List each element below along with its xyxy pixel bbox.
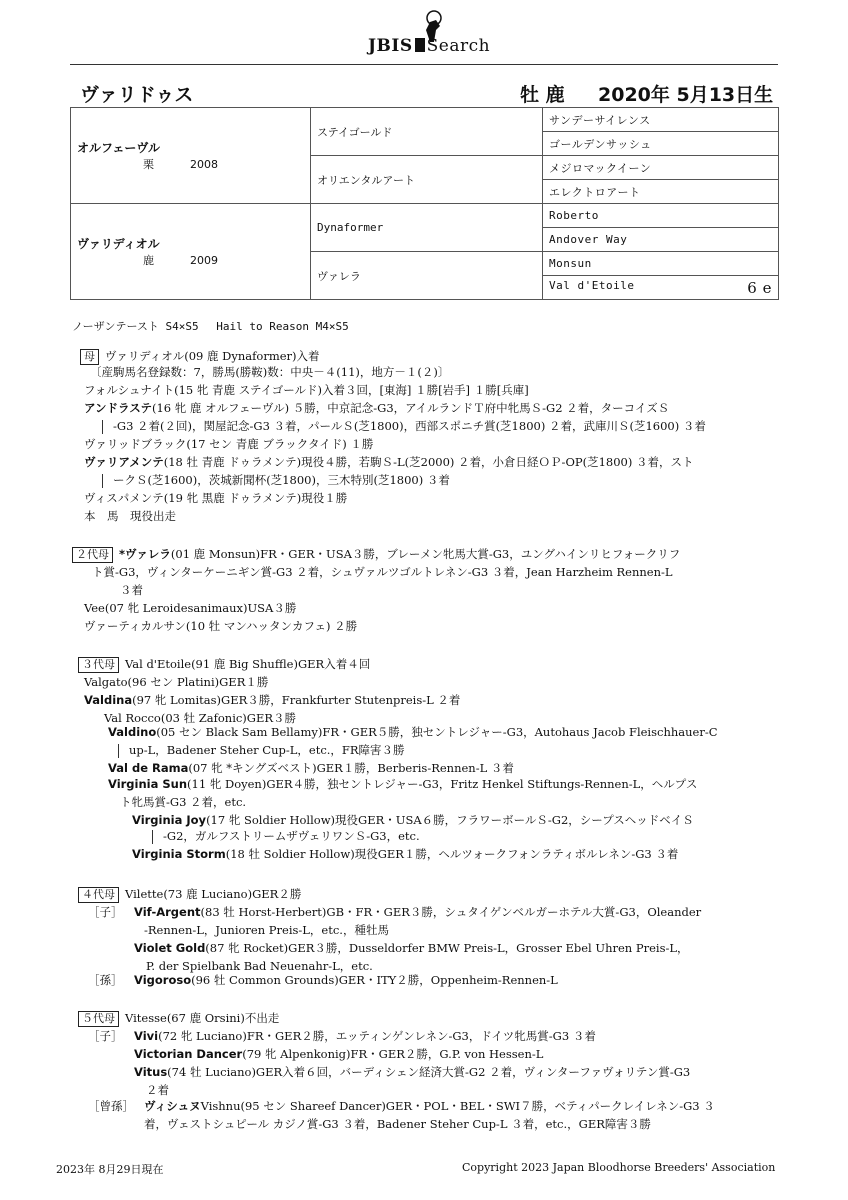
line-text: ヴァリディオル(09 鹿 Dynaformer)入着: [105, 349, 320, 363]
horse-record: (97 牝 Lomitas)GER３勝，Frankfurter Stutenpreis-L ２着: [132, 693, 461, 707]
horse-record: Vishnu(95 セン Shareef Dancer)GER・POL・BEL・SWI７勝，ベティパークレイレネン-G3 ３: [200, 1099, 715, 1113]
sire-cell: [71, 108, 311, 204]
line-text: 〔産駒馬名登録数：7，勝馬(勝鞍)数：中央－４(11)，地方－１(２)〕: [90, 365, 450, 379]
continuation-bar: [102, 420, 103, 434]
pedigree-g3: メジロマックイーン: [543, 156, 779, 180]
horse-name-bold: Val de Rama: [108, 761, 189, 775]
birth-date: 2020年 5月13日生: [598, 84, 774, 106]
dam-name: ヴァリディオル: [77, 237, 160, 251]
horse-record: (74 牡 Luciano)GER入着６回，バーディシェン経済大賞-G2 ２着，ヴィンターファヴォリテン賞-G3: [167, 1065, 691, 1079]
family-line: [78, 886, 301, 903]
relation-label: ［子］: [88, 1029, 123, 1043]
family-line: [144, 922, 389, 938]
horse-name-bold: Valdina: [84, 693, 133, 707]
sex-color: 牡 鹿: [520, 84, 565, 106]
line-text: ークＳ(芝1600)，茨城新聞杯(芝1800)，三木特別(芝1800) ３着: [113, 473, 450, 487]
jbis-logo: [368, 6, 508, 62]
family-line: [102, 418, 706, 434]
relation-label: ［曾孫］: [88, 1099, 134, 1113]
line-text: ヴァリッドブラック(17 セン 青鹿 ブラックタイド) １勝: [84, 437, 374, 451]
horse-name-bold: ヴィシュヌ: [144, 1099, 201, 1113]
pedigree-g3: Roberto: [543, 204, 779, 228]
pedigree-g3: Val d'Etoile: [549, 278, 635, 292]
generation-label: ５代母: [78, 1011, 119, 1027]
family-line: [146, 1082, 169, 1098]
family-line: [88, 904, 702, 920]
family-line: [84, 454, 694, 470]
dam-year: 2009: [190, 254, 218, 267]
line-text: Vilette(73 鹿 Luciano)GER２勝: [125, 887, 302, 901]
family-line: [120, 582, 143, 598]
header-divider: [70, 64, 778, 65]
family-line: [108, 760, 514, 776]
generation-label: ４代母: [78, 887, 119, 903]
line-text: ２着: [146, 1083, 169, 1097]
family-line: [84, 490, 347, 506]
horse-name: ヴァリドゥス: [80, 84, 194, 106]
sire-year: 2008: [190, 158, 218, 171]
family-line: [80, 348, 320, 365]
logo-search: Search: [426, 36, 491, 56]
horse-name-bold: Vivi: [134, 1029, 159, 1043]
family-line: [134, 1064, 690, 1080]
horse-name-bold: *ヴァレラ: [119, 547, 171, 561]
inbreeding: ノーザンテースト S4×S5 Hail to Reason M4×S5: [72, 320, 349, 333]
horse-record: (01 鹿 Monsun)FR・GER・USA３勝，ブレーメン牝馬大賞-G3，ユングハインリヒフォークリフ: [170, 547, 681, 561]
family-line: [132, 846, 678, 862]
horse-record: (18 牡 Soldier Hollow)現役GER１勝，ヘルツォークフォンラティボルレネン-G3 ３着: [225, 847, 679, 861]
pedigree-g3: ゴールデンサッシュ: [543, 132, 779, 156]
line-text: -G2，ガルフストリームザヴェリワンＳ-G3，etc.: [163, 829, 420, 843]
family-line: [88, 1098, 715, 1114]
line-text: ト賞-G3，ヴィンターケーニギン賞-G3 ２着，シュヴァルツゴルトレネン-G3 ３着，Jean Harzheim Rennen-L: [92, 565, 673, 579]
family-line: [84, 400, 669, 416]
horse-record: (17 牝 Soldier Hollow)現役GER・USA６勝，フラワーボールＳ-G2，シープスヘッドベイＳ: [206, 813, 694, 827]
line-text: 本 馬 現役出走: [84, 509, 176, 523]
family-line: [88, 972, 558, 988]
family-line: [102, 472, 450, 488]
family-line: [132, 812, 694, 828]
family-line: [84, 508, 176, 524]
pedigree-g3: Monsun: [543, 252, 779, 276]
line-text: 着，ヴェストシュピール カジノ賞-G3 ３着，Badener Steher Cup-L ３着，etc.，GER障害３勝: [144, 1117, 651, 1131]
pedigree-g2: Dynaformer: [311, 204, 543, 252]
line-text: -Rennen-L，Junioren Preis-L，etc.，種牡馬: [144, 923, 389, 937]
footer-copyright: Copyright 2023 Japan Bloodhorse Breeders' Association: [462, 1161, 776, 1174]
horse-name-bold: Vif-Argent: [134, 905, 201, 919]
family-line: [144, 1116, 651, 1132]
horse-name-bold: Valdino: [108, 725, 157, 739]
family-line: [134, 940, 689, 956]
sire-name: オルフェーヴル: [77, 141, 161, 155]
pedigree-g3: サンデーサイレンス: [543, 108, 779, 132]
generation-label: 母: [80, 349, 99, 365]
horse-name-bold: Vitus: [134, 1065, 168, 1079]
line-text: ト牝馬賞-G3 ２着，etc.: [120, 795, 247, 809]
horse-record: (72 牝 Luciano)FR・GER２勝，エッティンゲンレネン-G3，ドイツ牝馬賞-G3 ３着: [158, 1029, 596, 1043]
line-text: ３着: [120, 583, 143, 597]
horse-record: (07 牝 *キングズベスト)GER１勝，Berberis-Rennen-L ３着: [188, 761, 514, 775]
horse-record: (16 牝 鹿 オルフェーヴル) ５勝，中京記念-G3，アイルランドＴ府中牝馬Ｓ-G2 ２着，ターコイズＳ: [151, 401, 670, 415]
family-line: [92, 564, 673, 580]
family-line: [152, 828, 420, 844]
family-line: [78, 1010, 279, 1027]
continuation-bar: [118, 744, 119, 758]
family-line: [84, 674, 268, 690]
family-line: [84, 618, 357, 634]
horse-name-bold: Virginia Storm: [132, 847, 226, 861]
dam-color: 鹿: [143, 254, 154, 267]
pedigree-g3: エレクトロアート: [543, 180, 779, 204]
horse-record: (83 牡 Horst-Herbert)GB・FR・GER３勝，シュタイゲンベルガーホテル大賞-G3，Oleander: [200, 905, 702, 919]
line-text: Vee(07 牝 Leroidesanimaux)USA３勝: [84, 601, 297, 615]
family-line: [118, 742, 405, 758]
horse-record: (05 セン Black Sam Bellamy)FR・GER５勝，独セントレジャー-G3，Autohaus Jacob Fleischhauer-C: [156, 725, 718, 739]
family-line: [120, 794, 246, 810]
relation-label: ［孫］: [88, 973, 123, 987]
family-line: [108, 776, 697, 792]
horse-name-bold: ヴァリアメンテ: [84, 455, 164, 469]
line-text: -G3 ２着(２回)，関屋記念-G3 ３着，パールＳ(芝1800)，西部スポニチ賞(芝1800) ２着，武庫川Ｓ(芝1600) ３着: [113, 419, 706, 433]
generation-label: ２代母: [72, 547, 113, 563]
family-line: [84, 692, 460, 708]
line-text: ヴァーティカルサン(10 牡 マンハッタンカフェ) ２勝: [84, 619, 358, 633]
horse-name-bold: Victorian Dancer: [134, 1047, 243, 1061]
dam-cell: [71, 204, 311, 300]
relation-label: ［子］: [88, 905, 123, 919]
line-text: Valgato(96 セン Platini)GER１勝: [84, 675, 269, 689]
logo-jbis: JBIS: [368, 36, 413, 56]
horse-name-bold: Virginia Joy: [132, 813, 207, 827]
pedigree-table: [70, 107, 779, 300]
footer-date: 2023年 8月29日現在: [56, 1163, 164, 1176]
line-text: Val Rocco(03 牡 Zafonic)GER３勝: [104, 711, 297, 725]
horse-record: (96 牡 Common Grounds)GER・ITY２勝，Oppenheim-Rennen-L: [191, 973, 558, 987]
family-line: [78, 656, 370, 673]
horse-record: (11 牝 Doyen)GER４勝，独セントレジャー-G3，Fritz Henkel Stiftungs-Rennen-L，ヘルプス: [187, 777, 698, 791]
dosage: 6 e: [747, 278, 772, 297]
family-line: [108, 724, 718, 740]
family-line: [88, 1028, 596, 1044]
family-line: [84, 382, 529, 398]
family-line: [90, 364, 449, 380]
generation-label: ３代母: [78, 657, 119, 673]
family-line: [84, 600, 296, 616]
horse-name-bold: Virginia Sun: [108, 777, 188, 791]
line-text: ヴィスパメンテ(19 牝 黒鹿 ドゥラメンテ)現役１勝: [84, 491, 348, 505]
horse-record: (79 牝 Alpenkonig)FR・GER２勝，G.P. von Hessen-L: [242, 1047, 544, 1061]
pedigree-g3-last: [543, 276, 779, 300]
line-text: P. der Spielbank Bad Neuenahr-L，etc.: [146, 959, 373, 973]
family-line: [134, 1046, 543, 1062]
horse-name-bold: Violet Gold: [134, 941, 206, 955]
continuation-bar: [152, 830, 153, 844]
continuation-bar: [102, 474, 103, 488]
line-text: Vitesse(67 鹿 Orsini)不出走: [125, 1011, 280, 1025]
horse-name-bold: アンドラステ: [84, 401, 152, 415]
horse-record: (87 牝 Rocket)GER３勝，Dusseldorfer BMW Preis-L，Grosser Ebel Uhren Preis-L，: [205, 941, 689, 955]
family-line: [72, 546, 680, 563]
family-line: [84, 436, 373, 452]
line-text: up-L，Badener Steher Cup-L，etc.，FR障害３勝: [129, 743, 405, 757]
horse-record: (18 牡 青鹿 ドゥラメンテ)現役４勝，若駒Ｓ-L(芝2000) ２着，小倉日経ＯＰ-OP(芝1800) ３着，スト: [163, 455, 694, 469]
pedigree-g2: ヴァレラ: [311, 252, 543, 300]
line-text: フォルシュナイト(15 牝 青鹿 ステイゴールド)入着３回，[東海] １勝[岩手] １勝[兵庫]: [84, 383, 529, 397]
line-text: Val d'Etoile(91 鹿 Big Shuffle)GER入着４回: [125, 657, 371, 671]
pedigree-g3: Andover Way: [543, 228, 779, 252]
sire-color: 栗: [143, 158, 154, 171]
horse-name-bold: Vigoroso: [134, 973, 192, 987]
pedigree-g2: ステイゴールド: [311, 108, 543, 156]
pedigree-g2: オリエンタルアート: [311, 156, 543, 204]
